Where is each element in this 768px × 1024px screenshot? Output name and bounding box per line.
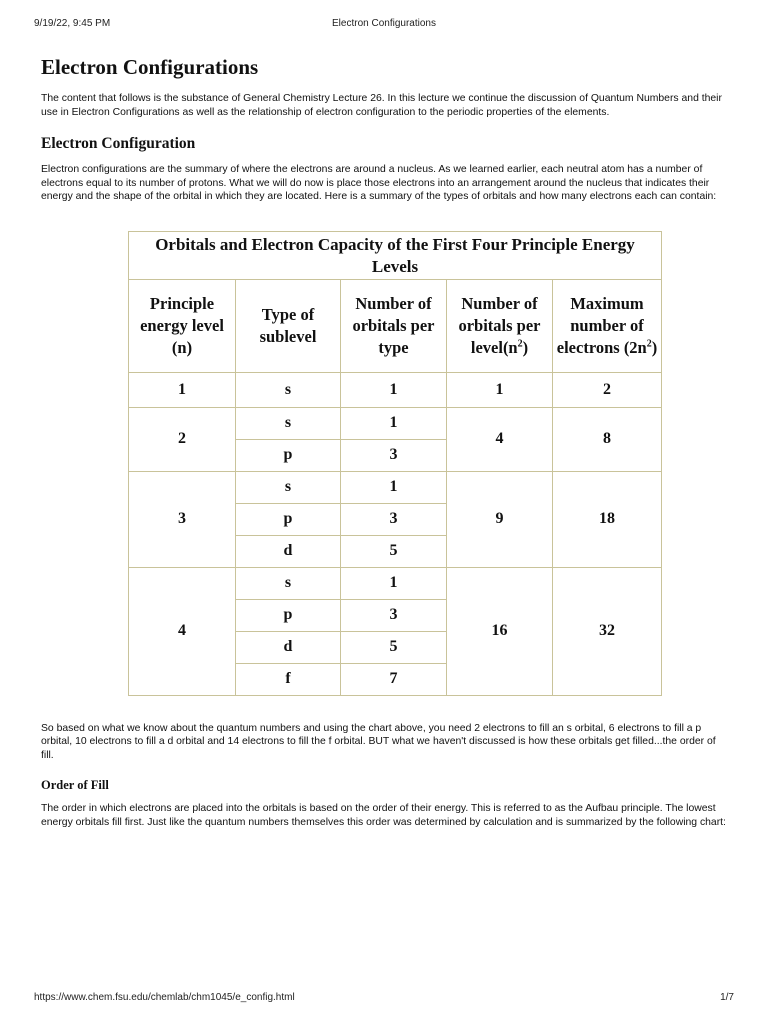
cell-sublevel: p (236, 439, 341, 471)
table-row (129, 372, 662, 407)
table-header-row (129, 279, 662, 372)
cell-orbitals-per-level: 4 (447, 407, 553, 471)
cell-sublevel: p (236, 599, 341, 631)
header-orbitals-per-level: Number of orbitals per $level(n^2)$ (447, 279, 553, 372)
cell-sublevel: s (236, 372, 341, 407)
cell-orbitals-per-level: 16 (447, 567, 553, 695)
cell-orbital-count: 7 (341, 663, 447, 695)
cell-orbital-count: 3 (341, 599, 447, 631)
page-title: Electron Configurations (41, 55, 259, 79)
cell-orbital-count: 1 (341, 372, 447, 407)
cell-orbital-count: 1 (341, 471, 447, 503)
intro-paragraph: The content that follows is the substance of General Chemistry Lecture 26. In this lecture we continue the discussion of Quantum Numbers and their use in Electron Configurations as well as the relationship of electron configuration to the periodic properties of the elements. (41, 93, 722, 118)
cell-max-electrons: 32 (553, 567, 662, 695)
cell-n: 3 (129, 471, 236, 567)
cell-sublevel: d (236, 535, 341, 567)
cell-orbital-count: 5 (341, 535, 447, 567)
header-orbitals-per-type: Number of orbitals per type (341, 279, 447, 372)
print-title: Electron Configurations (332, 18, 436, 29)
print-footer (34, 992, 734, 1006)
cell-orbital-count: 3 (341, 503, 447, 535)
cell-max-electrons: 2 (553, 372, 662, 407)
cell-orbitals-per-level: 9 (447, 471, 553, 567)
cell-n: 1 (129, 372, 236, 407)
cell-sublevel: p (236, 503, 341, 535)
cell-sublevel: s (236, 407, 341, 439)
cell-orbital-count: 1 (341, 567, 447, 599)
page-number: 1/7 (720, 992, 734, 1003)
cell-orbital-count: 3 (341, 439, 447, 471)
cell-sublevel: s (236, 471, 341, 503)
table-row (129, 471, 662, 503)
print-date: 9/19/22, 9:45 PM (34, 18, 111, 29)
page-content (41, 54, 729, 844)
table-caption: Orbitals and Electron Capacity of the First Four Principle Energy Levels (128, 231, 662, 279)
cell-sublevel: d (236, 631, 341, 663)
print-url: https://www.chem.fsu.edu/chemlab/chm1045/e_config.html (34, 992, 295, 1003)
cell-orbitals-per-level: 1 (447, 372, 553, 407)
cell-sublevel: s (236, 567, 341, 599)
orbitals-table (128, 231, 662, 696)
section-paragraph: Electron configurations are the summary of where the electrons are around a nucleus. As we learned earlier, each neutral atom has a number of electrons equal to its number of protons. What we will do now is place those electrons into an arrangement around the nucleus that indicates their energy and the shape of the orbital in which they are located. Here is a summary of the types of orbitals and how many electrons each can contain: (41, 164, 717, 202)
cell-sublevel: f (236, 663, 341, 695)
orbitals-table-wrapper (128, 231, 729, 696)
order-of-fill-heading: Order of Fill (41, 778, 109, 792)
cell-orbital-count: 5 (341, 631, 447, 663)
after-table-paragraph: So based on what we know about the quantum numbers and using the chart above, you need 2 electrons to fill an s orbital, 6 electrons to fill a p orbital, 10 electrons to fill a d orbital and 14 electrons to fill the f orbital. BUT what we haven't discussed is how these orbitals get filled...the order of fill. (41, 722, 716, 761)
header-principle-level: Principle energy level (n) (129, 279, 236, 372)
cell-max-electrons: 18 (553, 471, 662, 567)
print-header (34, 18, 734, 32)
cell-max-electrons: 8 (553, 407, 662, 471)
header-sublevel-type: Type of sublevel (236, 279, 341, 372)
cell-n: 4 (129, 567, 236, 695)
cell-orbital-count: 1 (341, 407, 447, 439)
section-heading: Electron Configuration (41, 135, 196, 152)
table-row (129, 407, 662, 439)
header-max-electrons: Maximum number of electrons $(2n^2)$ (553, 279, 662, 372)
table-row (129, 567, 662, 599)
cell-n: 2 (129, 407, 236, 471)
order-of-fill-paragraph: The order in which electrons are placed into the orbitals is based on the order of their energy. This is referred to as the Aufbau principle. The lowest energy orbitals fill first. Just like the quantum numbers themselves this order was determined by calculation and is summarized by the following chart: (41, 803, 726, 828)
